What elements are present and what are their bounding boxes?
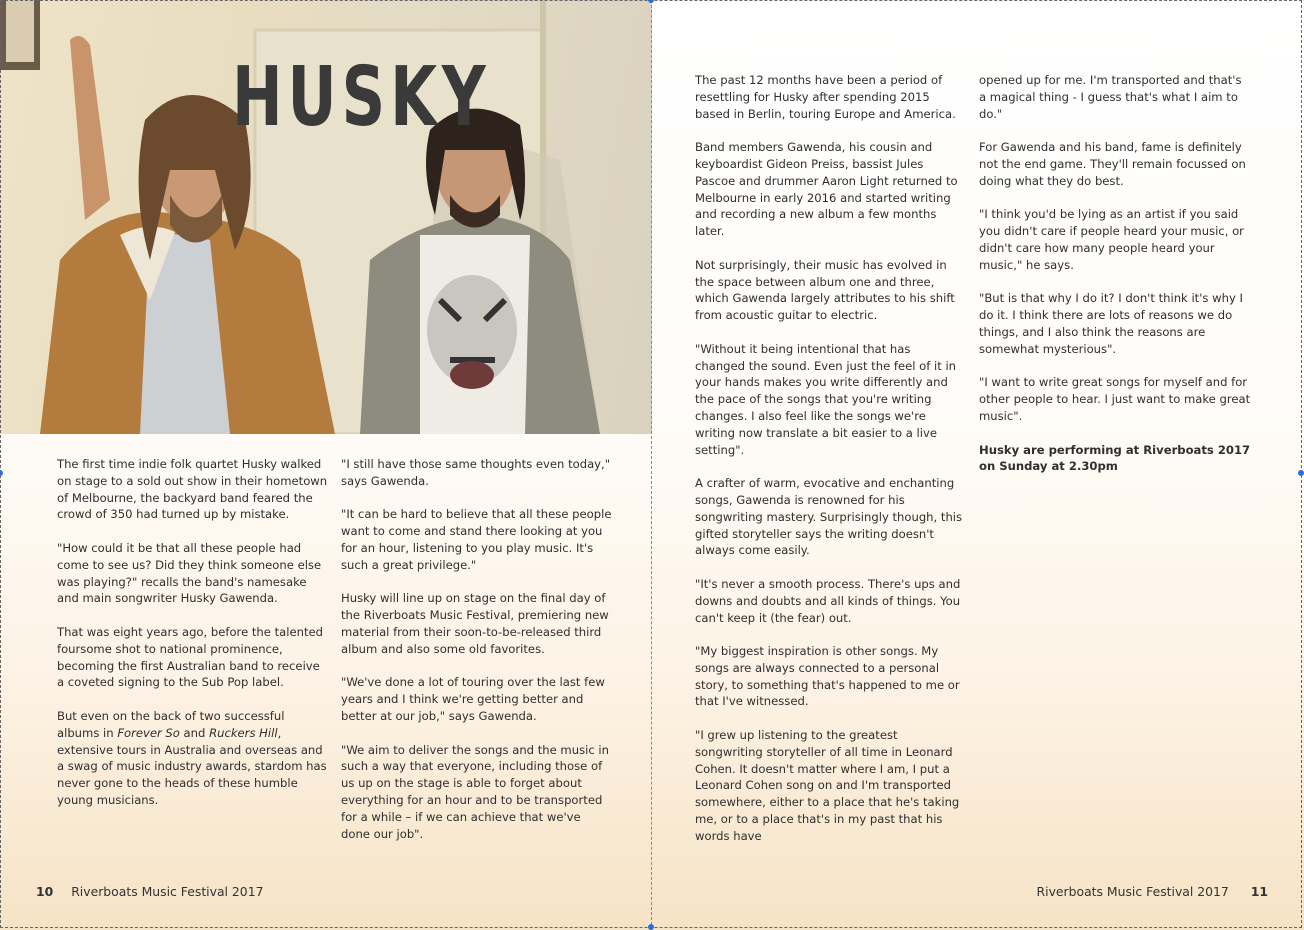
footer-label: Riverboats Music Festival 2017	[1036, 884, 1229, 899]
paragraph: "We've done a lot of touring over the last few years and I think we're getting better and better at our job," says Gawenda.	[341, 675, 605, 723]
paragraph: "It can be hard to believe that all these people want to come and stand there looking at you for an hour, listening to you play music. It's such a great privilege."	[341, 507, 612, 572]
paragraph: opened up for me. I'm transported and that's a magical thing - I guess that's what I aim to do."	[979, 73, 1242, 121]
paragraph: "Without it being intentional that has changed the sound. Even just the feel of it in your hands makes you write differently and the pace of the songs that you're writing changes. I also feel like the songs we're writing now translate a bit easier to a live setting".	[695, 341, 957, 457]
paragraph: But even on the back of two successful albums in Forever So and Ruckers Hill, extensive tours in Australia and overseas and a swag of music industry awards, stardom has never gone to the heads of these humble young musicians.	[57, 708, 327, 807]
performance-info: Husky are performing at Riverboats 2017 on Sunday at 2.30pm	[979, 442, 1251, 474]
paragraph: A crafter of warm, evocative and enchanting songs, Gawenda is renowned for his songwriting mastery. Surprisingly though, this gifted storyteller says the writing doesn't always come easily.	[695, 476, 963, 558]
paragraph: The past 12 months have been a period of resettling for Husky after spending 2015 based in Berlin, touring Europe and America.	[695, 73, 956, 121]
album-title: Ruckers Hill	[209, 725, 278, 740]
page-number: 11	[1250, 884, 1268, 899]
paragraph: "I still have those same thoughts even today," says Gawenda.	[341, 457, 611, 488]
paragraph: For Gawenda and his band, fame is definitely not the end game. They'll remain focussed on doing what they do best.	[979, 140, 1246, 188]
album-title: Forever So	[117, 725, 180, 740]
resize-handle[interactable]	[1298, 470, 1304, 476]
footer-label: Riverboats Music Festival 2017	[71, 884, 264, 899]
paragraph: "My biggest inspiration is other songs. My songs are always connected to a personal story, to something that's happened to me or that I've witnessed.	[695, 644, 960, 709]
paragraph: That was eight years ago, before the talented foursome shot to national prominence, becoming the first Australian band to receive a coveted signing to the Sub Pop label.	[57, 624, 323, 690]
resize-handle[interactable]	[648, 924, 654, 930]
page-number: 10	[36, 884, 54, 899]
paragraph: "It's never a smooth process. There's ups and downs and doubts and all kinds of things. You can't keep it (the fear) out.	[695, 576, 961, 625]
paragraph: Band members Gawenda, his cousin and keyboardist Gideon Preiss, bassist Jules Pascoe and drummer Aaron Light returned to Melbourne in early 2016 and started writing and recording a new album a few months later.	[695, 140, 958, 239]
spine-guide	[651, 0, 652, 930]
paragraph: Husky will line up on stage on the final day of the Riverboats Music Festival, premiering new material from their soon-to-be-released third album and also some old favorites.	[341, 591, 609, 656]
paragraph: Not surprisingly, their music has evolved in the space between album one and three, which Gawenda largely attributes to his shift from acoustic guitar to electric.	[695, 257, 955, 323]
paragraph: The first time indie folk quartet Husky walked on stage to a sold out show in their hometown of Melbourne, the backyard band feared the crowd of 350 had turned up by mistake.	[57, 457, 328, 522]
paragraph: "How could it be that all these people had come to see us? Did they think someone else was playing?" recalls the band's namesake and main songwriter Husky Gawenda.	[57, 540, 322, 606]
paragraph: "But is that why I do it? I don't think it's why I do it. I think there are lots of reasons we do things, and I also think the reasons are somewhat mysterious".	[979, 291, 1243, 356]
paragraph: "I want to write great songs for myself and for other people to hear. I just want to make great music".	[979, 375, 1251, 423]
article-title: HUSKY	[232, 50, 491, 145]
paragraph: "I grew up listening to the greatest songwriting storyteller of all time in Leonard Cohen. It doesn't matter where I am, I put a Leonard Cohen song on and I'm transported somewhere, either to a place that he's taking me, or to a place that's in my past that his words have	[695, 728, 960, 843]
paragraph: "We aim to deliver the songs and the music in such a way that everyone, including those of us up on the stage is able to forget about everything for an hour and to be transported for a while – if we can achieve that we've done our job".	[341, 742, 609, 841]
paragraph: "I think you'd be lying as an artist if you said you didn't care if people heard your music, or didn't care how many people heard your music," he says.	[979, 207, 1244, 272]
